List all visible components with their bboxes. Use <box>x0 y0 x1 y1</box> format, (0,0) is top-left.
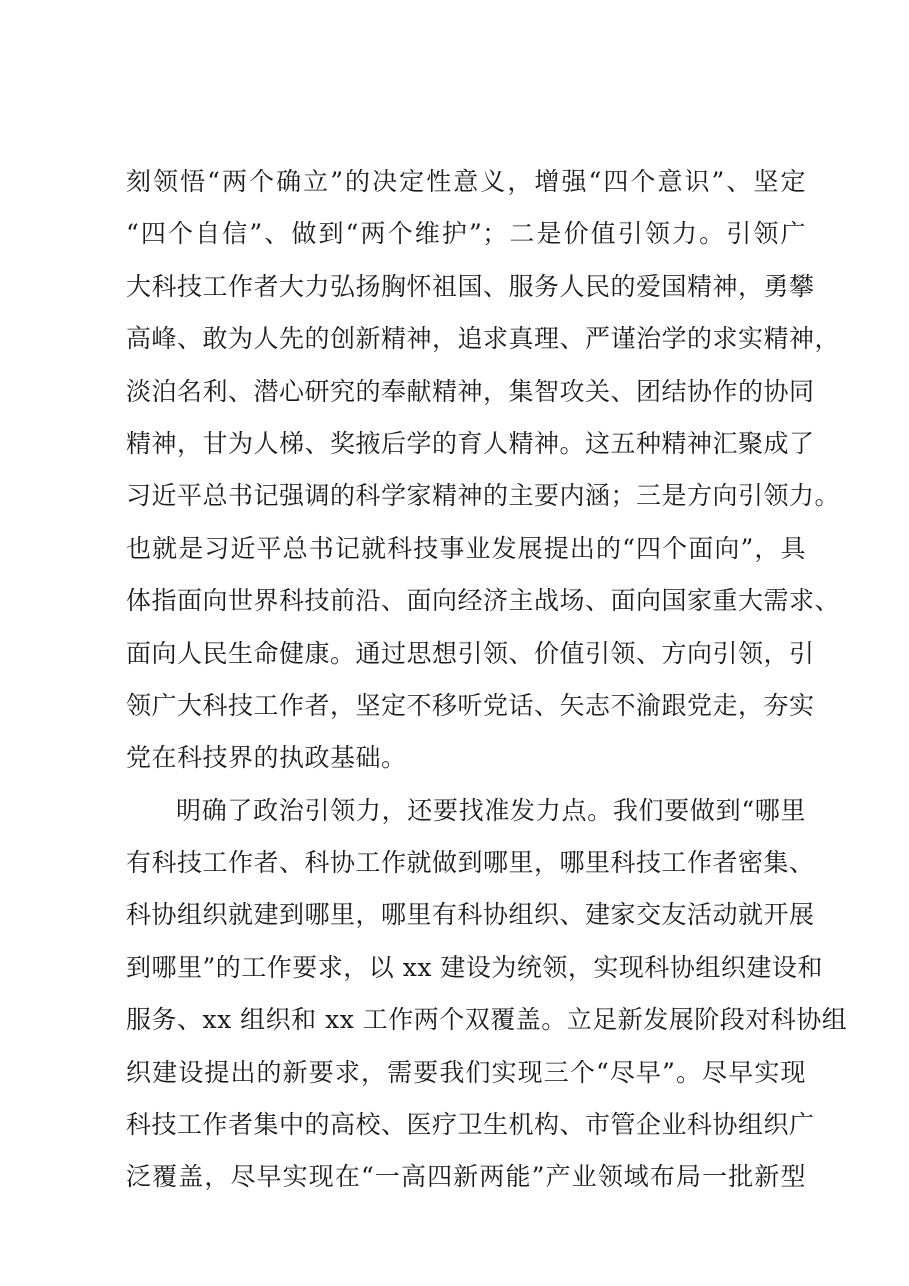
text-line: 淡泊名利、潜心研究的奉献精神，集智攻关、团结协作的协同 <box>126 376 815 406</box>
text-line: 刻领悟“两个确立”的决定性意义，增强“四个意识”、坚定 <box>126 167 806 196</box>
text-line: 泛覆盖，尽早实现在“一高四新两能”产业领域布局一批新型 <box>126 1162 806 1192</box>
text-line: 面向人民生命健康。通过思想引领、价值引领、方向引领，引 <box>126 638 815 668</box>
text-line: 党在科技界的执政基础。 <box>126 743 407 773</box>
text-line: 体指面向世界科技前沿、面向经济主战场、面向国家重大需求、 <box>126 586 841 616</box>
text-line: 有科技工作者、科协工作就做到哪里，哪里科技工作者密集、 <box>126 848 815 878</box>
text-line: 明确了政治引领力，还要找准发力点。我们要做到“哪里 <box>176 795 806 825</box>
text-line: 服务、xx 组织和 xx 工作两个双覆盖。立足新发展阶段对科协组 <box>126 1005 848 1035</box>
text-line: 也就是习近平总书记就科技事业发展提出的“四个面向”，具 <box>126 533 806 563</box>
text-line: 领广大科技工作者，坚定不移听党话、矢志不渝跟党走，夯实 <box>126 690 815 720</box>
text-line: 织建设提出的新要求，需要我们实现三个“尽早”。尽早实现 <box>126 1057 806 1087</box>
document-body <box>126 156 848 1204</box>
text-line: 大科技工作者大力弘扬胸怀祖国、服务人民的爱国精神，勇攀 <box>126 271 815 301</box>
text-line: 科协组织就建到哪里，哪里有科协组织、建家交友活动就开展 <box>126 900 815 930</box>
paragraph-1 <box>126 156 841 785</box>
text-line: “四个自信”、做到“两个维护”；二是价值引领力。引领广 <box>126 219 806 249</box>
text-line: 精神，甘为人梯、奖掖后学的育人精神。这五种精神汇聚成了 <box>126 428 815 458</box>
text-line: 习近平总书记强调的科学家精神的主要内涵；三是方向引领力。 <box>126 481 841 511</box>
paragraph-2 <box>126 785 848 1204</box>
text-line: 到哪里”的工作要求，以 xx 建设为统领，实现科协组织建设和 <box>126 952 823 982</box>
text-line: 高峰、敢为人先的创新精神，追求真理、严谨治学的求实精神， <box>126 324 841 354</box>
text-line: 科技工作者集中的高校、医疗卫生机构、市管企业科协组织广 <box>126 1110 815 1140</box>
